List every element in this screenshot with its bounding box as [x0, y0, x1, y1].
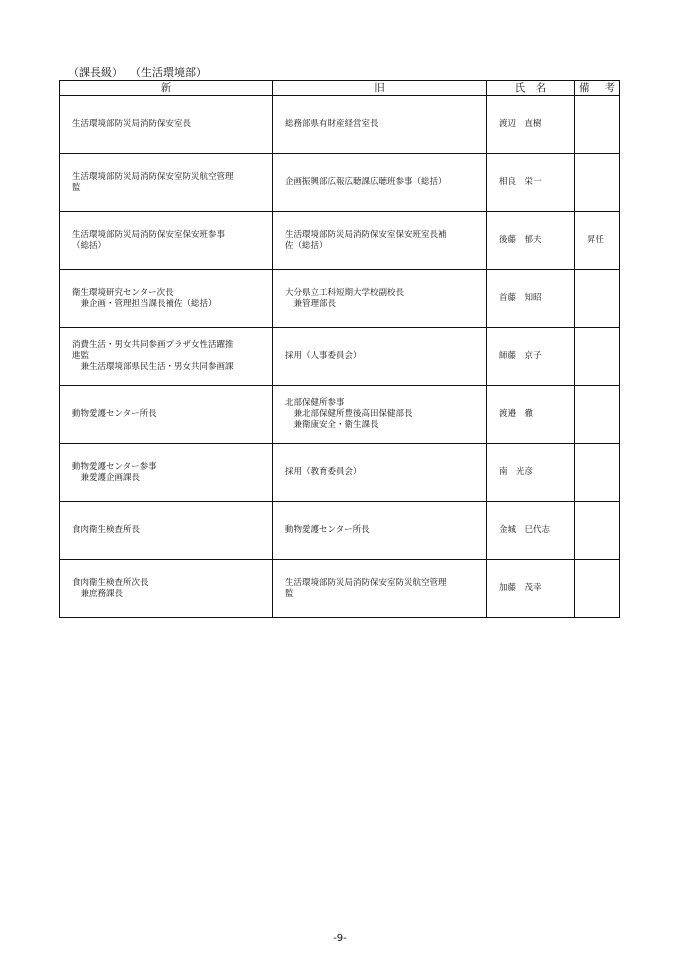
table-row	[60, 444, 620, 502]
cell-old-position-text: 企画振興部広報広聴課広聴班参事（総括）	[285, 177, 447, 187]
cell-new-position-text: 生活環境部防災局消防保安室保安班参事 （総括）	[72, 229, 226, 251]
cell-remarks	[575, 560, 620, 618]
cell-remarks-text: 昇任	[587, 235, 605, 245]
table-row	[60, 212, 620, 270]
cell-person-name-text: 南 光彦	[499, 467, 534, 477]
cell-old-position	[273, 328, 487, 386]
table-row	[60, 328, 620, 386]
cell-old-position-text: 生活環境部防災局消防保安室防災航空管理 監	[285, 577, 447, 599]
cell-person-name-text: 首藤 知昭	[499, 293, 542, 303]
cell-old-position	[273, 560, 487, 618]
cell-old-position-text: 総務部県有財産経営室長	[285, 119, 379, 129]
header-new: 新	[60, 81, 273, 96]
cell-new-position-text: 動物愛護センター所長	[72, 409, 157, 419]
table-row	[60, 502, 620, 560]
cell-old-position	[273, 154, 487, 212]
cell-person-name	[487, 96, 575, 154]
cell-new-position	[60, 560, 273, 618]
cell-person-name	[487, 502, 575, 560]
cell-new-position-text: 動物愛護センター参事 兼愛護企画課長	[72, 461, 157, 483]
cell-old-position-text: 北部保健所参事 兼北部保健所豊後高田保健部長 兼衛康安全・衛生課長	[285, 398, 413, 430]
cell-remarks	[575, 154, 620, 212]
cell-person-name	[487, 270, 575, 328]
cell-old-position	[273, 212, 487, 270]
cell-remarks	[575, 212, 620, 270]
table-row	[60, 560, 620, 618]
cell-person-name	[487, 386, 575, 444]
cell-remarks	[575, 328, 620, 386]
table-header-row	[60, 81, 620, 96]
cell-person-name-text: 師藤 京子	[499, 351, 542, 361]
cell-old-position	[273, 502, 487, 560]
cell-new-position	[60, 502, 273, 560]
cell-person-name-text: 加藤 茂幸	[499, 583, 542, 593]
cell-person-name	[487, 154, 575, 212]
cell-person-name-text: 渡邉 徹	[499, 409, 534, 419]
cell-old-position-text: 大分県立工科短期大学校副校長 兼管理部長	[285, 287, 405, 309]
cell-new-position-text: 食肉衛生検査所次長 兼庶務課長	[72, 577, 149, 599]
page-number: -9-	[333, 933, 347, 944]
cell-remarks	[575, 502, 620, 560]
header-name: 氏 名	[487, 81, 575, 96]
cell-person-name-text: 相良 栄一	[499, 177, 542, 187]
cell-remarks	[575, 444, 620, 502]
header-remarks: 備 考	[575, 81, 620, 96]
personnel-table	[59, 80, 620, 618]
cell-new-position	[60, 96, 273, 154]
cell-person-name	[487, 444, 575, 502]
cell-old-position	[273, 386, 487, 444]
header-old: 旧	[273, 81, 487, 96]
cell-old-position-text: 動物愛護センター所長	[285, 525, 370, 535]
cell-old-position-text: 生活環境部防災局消防保安室保安班室長補 佐（総括）	[285, 229, 447, 251]
table-row	[60, 154, 620, 212]
cell-new-position	[60, 270, 273, 328]
cell-person-name	[487, 212, 575, 270]
cell-person-name	[487, 328, 575, 386]
cell-new-position-text: 衛生環境研究センター次長 兼企画・管理担当課長補佐（総括）	[72, 287, 217, 309]
rank-label: （課長級）	[68, 66, 123, 79]
cell-person-name-text: 渡辺 直樹	[499, 119, 542, 129]
table-row	[60, 386, 620, 444]
cell-new-position-text: 消費生活・男女共同参画プラザ女性活躍推 進監 兼生活環境部県民生活・男女共同参画課	[72, 340, 234, 372]
cell-remarks	[575, 386, 620, 444]
cell-new-position	[60, 386, 273, 444]
table-row	[60, 96, 620, 154]
department-label: （生活環境部）	[130, 66, 207, 79]
cell-remarks	[575, 270, 620, 328]
cell-new-position	[60, 154, 273, 212]
table-row	[60, 270, 620, 328]
cell-new-position-text: 生活環境部防災局消防保安室長	[72, 119, 192, 129]
cell-person-name-text: 後藤 郁夫	[499, 235, 542, 245]
cell-new-position	[60, 444, 273, 502]
document-heading	[68, 66, 207, 79]
cell-old-position	[273, 96, 487, 154]
cell-old-position-text: 採用（教育委員会）	[285, 467, 362, 477]
cell-person-name-text: 金城 巳代志	[499, 525, 551, 535]
cell-person-name	[487, 560, 575, 618]
cell-old-position	[273, 270, 487, 328]
cell-old-position-text: 採用（人事委員会）	[285, 351, 362, 361]
cell-new-position-text: 食肉衛生検査所長	[72, 525, 141, 535]
cell-new-position-text: 生活環境部防災局消防保安室防災航空管理 監	[72, 171, 234, 193]
cell-new-position	[60, 212, 273, 270]
cell-new-position	[60, 328, 273, 386]
table-body	[60, 96, 620, 618]
cell-old-position	[273, 444, 487, 502]
cell-remarks	[575, 96, 620, 154]
